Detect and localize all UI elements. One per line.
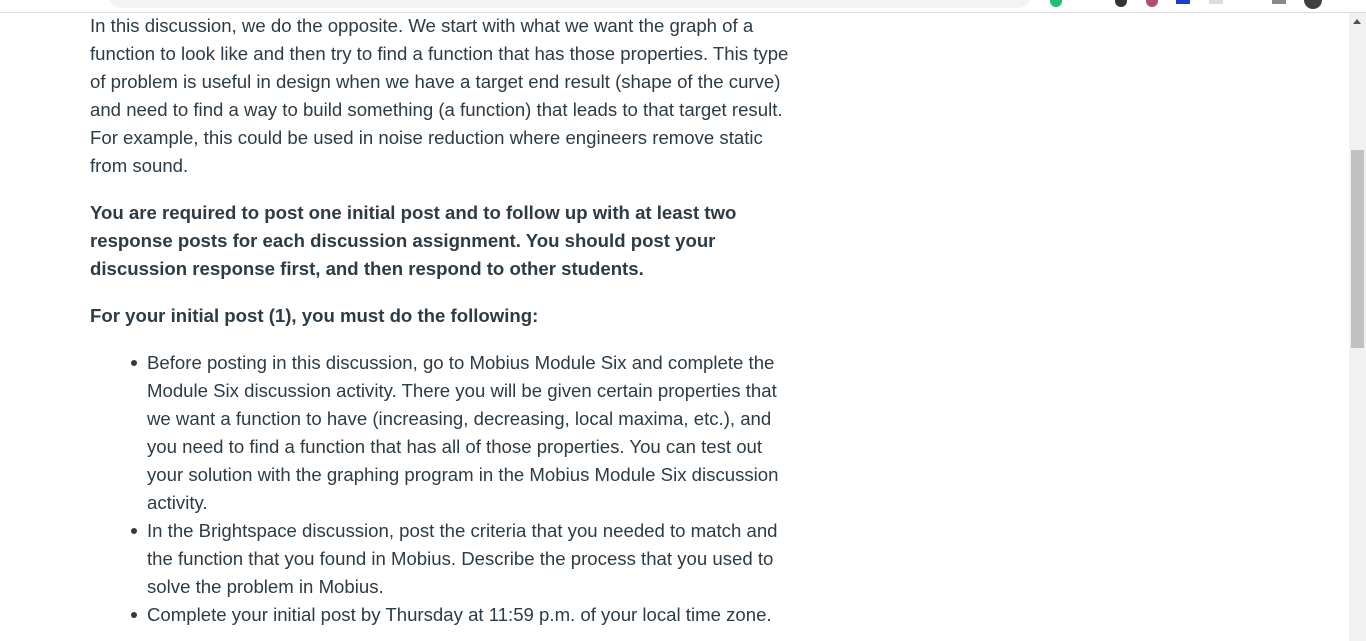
extension-icon[interactable] xyxy=(1115,0,1127,7)
requirement-paragraph: You are required to post one initial post and to follow up with at least two response posts for each discussion assignment. You should post your discussion response first, and then respond to other students. xyxy=(90,202,737,279)
list-item: Before posting in this discussion, go to Mobius Module Six and complete the Module Six discussion activity. There you will be given certain properties that we want a function to have (increasing, decreasing, local maxima, etc.), and you need to find a function that has all of those properties. You can test out your solution with the graphing program in the Mobius Module Six discussion activity. xyxy=(147,349,790,517)
initial-post-list xyxy=(90,349,790,629)
scrollbar-thumb[interactable] xyxy=(1351,150,1364,348)
discussion-description xyxy=(90,12,790,629)
list-item: In the Brightspace discussion, post the criteria that you needed to match and the function that you found in Mobius. Describe the process that you used to solve the problem in Mobius. xyxy=(147,517,790,601)
scroll-up-arrow-icon[interactable] xyxy=(1353,19,1361,24)
menu-icon[interactable] xyxy=(1272,0,1286,4)
initial-post-heading: For your initial post (1), you must do the following: xyxy=(90,305,539,326)
extension-icon[interactable] xyxy=(1146,0,1158,7)
extension-icon[interactable] xyxy=(1176,0,1190,4)
page-scrollbar[interactable] xyxy=(1349,13,1366,641)
extension-icon[interactable] xyxy=(1209,0,1223,4)
list-item: Complete your initial post by Thursday at 11:59 p.m. of your local time zone. xyxy=(147,601,790,629)
grammarly-extension-icon[interactable] xyxy=(1050,0,1062,7)
intro-paragraph: In this discussion, we do the opposite. We start with what we want the graph of a function to look like and then try to find a function that has those properties. This type of problem is useful in design when we have a target end result (shape of the curve) and need to find a way to build something (a function) that leads to that target result. For example, this could be used in noise reduction where engineers remove static from sound. xyxy=(90,15,789,176)
profile-avatar-icon[interactable] xyxy=(1304,0,1322,9)
address-bar[interactable] xyxy=(108,0,1032,8)
